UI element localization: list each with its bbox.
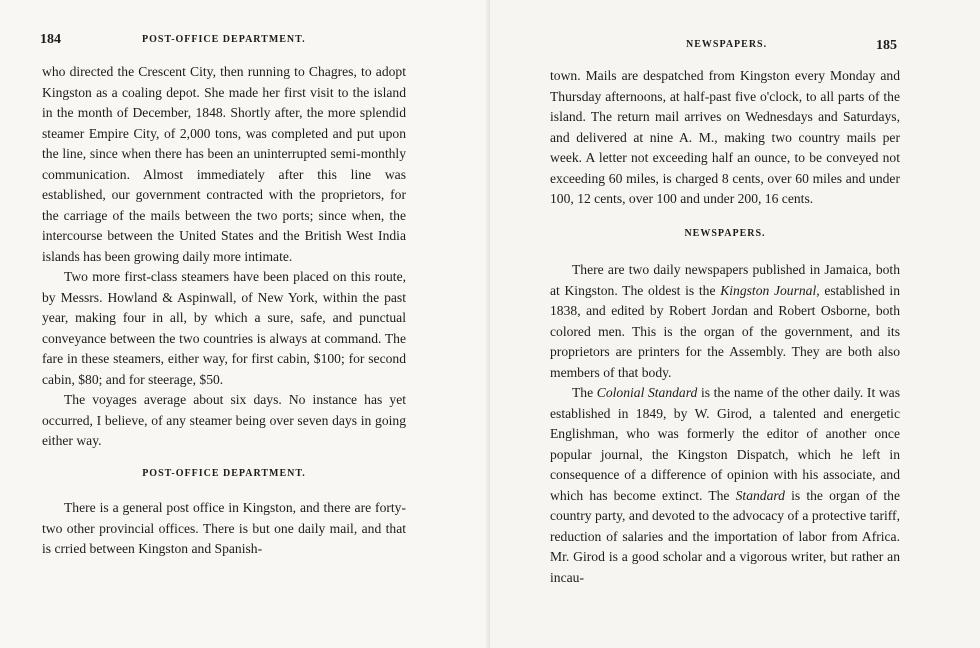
running-head: NEWSPAPERS. (686, 39, 768, 50)
page-number: 184 (40, 32, 61, 47)
newspaper-title: Standard (735, 487, 785, 503)
paragraph-text: The (572, 385, 594, 400)
running-head: POST-OFFICE DEPARTMENT. (142, 34, 306, 45)
newspaper-title: Kingston Journal, (720, 282, 820, 298)
section-title: NEWSPAPERS. (684, 227, 766, 239)
paragraph: who directed the Crescent City, then running to Chagres, to adopt Kingston as a coaling depot. She made her first visit to the island in the month of December, 1848. Shortly after, the more splendid steamer Empire City, of 2,000 tons, was completed and put upon the line, since when there has been an uninterrupted semi-monthly communication. Almost immediately after this line was established, our government contracted with the proprietors, for the carriage of the mails between the two ports; since when, the intercourse between the United States and the British West India islands has been growing daily more intimate. (42, 64, 406, 264)
paragraph-text: There are two daily newspapers published in Jamaica, both at Kingston. The oldest is the (550, 262, 900, 298)
newspaper-title: Colonial Standard (596, 385, 698, 400)
right-page (490, 0, 980, 648)
body-text (550, 66, 900, 588)
paragraph (550, 383, 900, 588)
paragraph-text: established in 1838, and edited by Robert Jordan and Robert Osborne, both colored men. This is the organ of the government, and its proprietors are printers for the Assembly. They are both also members of that body. (550, 282, 900, 380)
paragraph-text: is the organ of the country party, and devoted to the advocacy of a protective tariff, reduction of salaries and the importation of labor from Africa. Mr. Girod is a good scholar and a vigorous writer, but rather an incau- (550, 487, 901, 585)
paragraph (550, 260, 900, 383)
page-number: 185 (876, 38, 897, 53)
paragraph: Two more first-class steamers have been placed on this route, by Messrs. Howland & Aspinwall, of New York, within the past year, making four in all, by which a sure, safe, and punctual conveyance between the two countries is always at command. The fare in these steamers, either way, for first cabin, $100; for second cabin, $80; and for steerage, $50. (42, 269, 406, 387)
paragraph: There is a general post office in Kingston, and there are forty-two other provincial offices. There is but one daily mail, and that is crried between Kingston and Spanish- (42, 500, 406, 556)
paragraph: The voyages average about six days. No instance has yet occurred, I believe, of any steamer being over seven days in going either way. (42, 392, 406, 448)
paragraph-text: is the name of the other daily. It was established in 1849, by W. Girod, a talented and energetic Englishman, who was formerly the editor of another once popular journal, the Kingston Dispatch, which he left in consequence of a difference of opinion with his associate, and which has become extinct. The (550, 385, 900, 503)
section-title: POST-OFFICE DEPARTMENT. (142, 467, 306, 479)
paragraph: town. Mails are despatched from Kingston every Monday and Thursday afternoons, at half-past five o'clock, to all parts of the island. The return mail arrives on Wednesdays and Saturdays, and delivered at nine A. M., making two country mails per week. A letter not exceeding half an ounce, to be conveyed not exceeding 60 miles, is charged 8 cents, over 60 miles and under 100, 12 cents, over 100 and under 200, 16 cents. (550, 68, 900, 206)
body-text (42, 62, 406, 560)
